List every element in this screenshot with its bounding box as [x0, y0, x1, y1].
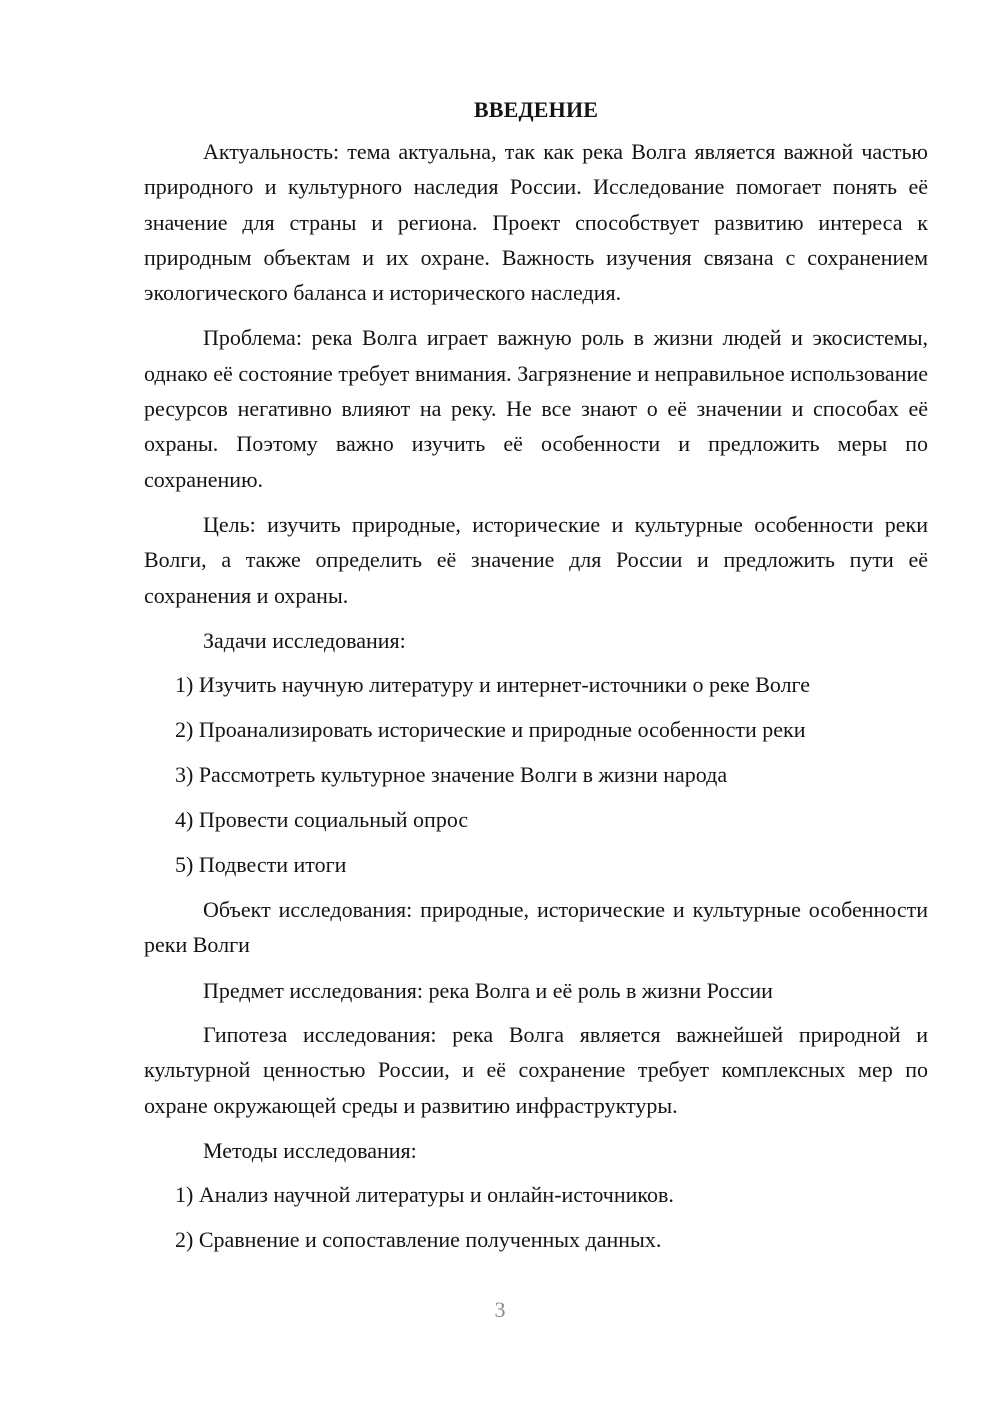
- object-paragraph: Объект исследования: природные, исторические и культурные особенности реки Волги: [144, 897, 928, 958]
- relevance-paragraph: Актуальность: тема актуальна, так как река Волга является важной частью природного и культурного наследия России. Исследование помогает понять её значение для страны и региона. Проект способствует развитию интереса к природным объектам и их охране. Важность изучения связана с сохранением экологического баланса и исторического наследия.: [144, 139, 928, 306]
- task-item: 2) Проанализировать исторические и природные особенности реки: [175, 717, 806, 743]
- hypothesis-paragraph: Гипотеза исследования: река Волга является важнейшей природной и культурной ценностью России, и её сохранение требует комплексных мер по охране окружающей среды и развитию инфраструктуры.: [144, 1022, 928, 1118]
- task-item: 5) Подвести итоги: [175, 852, 347, 878]
- task-item: 1) Изучить научную литературу и интернет-источники о реке Волге: [175, 672, 811, 698]
- problem-paragraph: Проблема: река Волга играет важную роль в жизни людей и экосистемы, однако её состояние требует внимания. Загрязнение и неправильное использование ресурсов негативно влияют на реку. Не все знают о её значении и способах её охраны. Поэтому важно изучить её особенности и предложить меры по сохранению.: [144, 325, 928, 492]
- task-item: 4) Провести социальный опрос: [175, 807, 469, 833]
- tasks-title: Задачи исследования:: [203, 627, 406, 653]
- goal-paragraph: Цель: изучить природные, исторические и культурные особенности реки Волги, а также определить её значение для России и предложить пути её сохранения и охраны.: [144, 511, 928, 608]
- page-number: 3: [494, 1297, 506, 1322]
- method-item: 2) Сравнение и сопоставление полученных данных.: [175, 1227, 662, 1253]
- subject-paragraph: Предмет исследования: река Волга и её роль в жизни России: [203, 977, 773, 1003]
- document-page: [144, 96, 928, 1267]
- method-item: 1) Анализ научной литературы и онлайн-источников.: [175, 1182, 674, 1208]
- task-item: 3) Рассмотреть культурное значение Волги в жизни народа: [175, 762, 728, 788]
- methods-title: Методы исследования:: [203, 1137, 417, 1163]
- section-heading: ВВЕДЕНИЕ: [473, 97, 599, 122]
